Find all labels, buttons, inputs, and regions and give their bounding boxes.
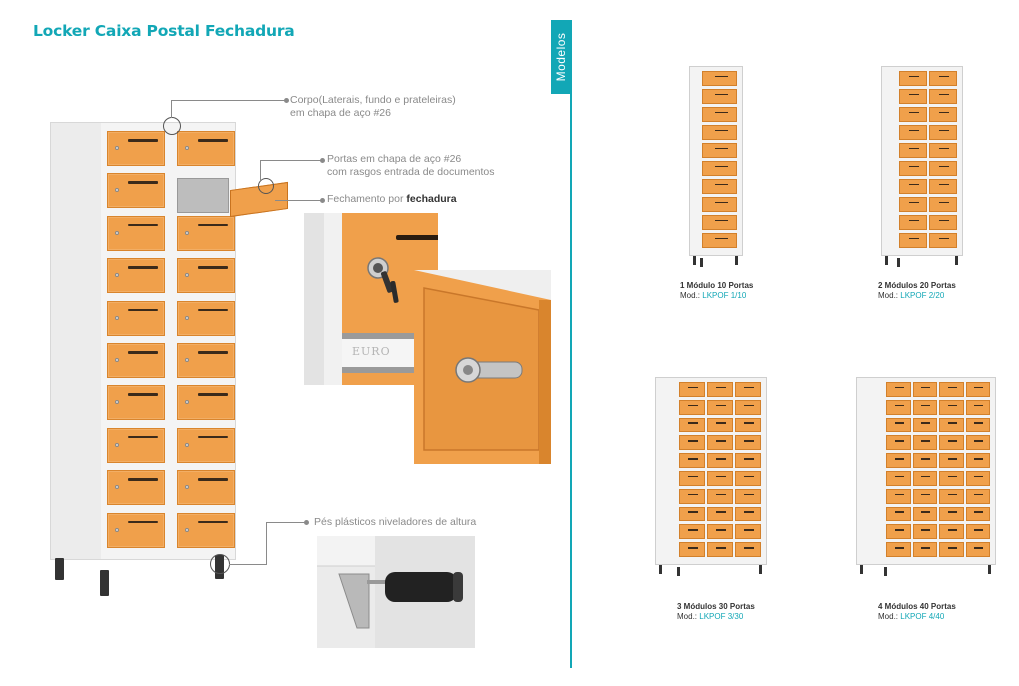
model-caption-1: 1 Módulo 10 Portas Mod.: LKPOF 1/10 xyxy=(680,281,754,300)
model-door xyxy=(735,471,761,486)
model-door xyxy=(679,524,705,539)
fechamento-callout: Fechamento por fechadura xyxy=(327,193,457,205)
model-door xyxy=(939,471,964,486)
leveling-feet-photo xyxy=(317,536,475,648)
locker-leg xyxy=(100,570,109,596)
model-door xyxy=(929,89,957,104)
locker-door xyxy=(177,385,235,420)
model-door xyxy=(966,400,991,415)
locker-door xyxy=(107,301,165,336)
locker-door xyxy=(177,343,235,378)
model-door xyxy=(707,400,733,415)
model-door xyxy=(735,524,761,539)
model-door xyxy=(886,471,911,486)
model-door xyxy=(929,71,957,86)
pes-callout: Pés plásticos niveladores de altura xyxy=(314,516,477,528)
model-door xyxy=(899,71,927,86)
locker-door xyxy=(107,343,165,378)
corpo-callout-ring xyxy=(163,117,181,135)
locker-door xyxy=(177,301,235,336)
model-door xyxy=(899,197,927,212)
locker-leg xyxy=(55,558,64,580)
model-door xyxy=(929,143,957,158)
model-door xyxy=(886,524,911,539)
model-door xyxy=(707,453,733,468)
model-leg xyxy=(759,565,762,574)
model-door xyxy=(702,233,737,248)
model-door xyxy=(939,542,964,557)
model-door xyxy=(702,107,737,122)
page-title: Locker Caixa Postal Fechadura xyxy=(33,22,295,40)
model-caption-4: 4 Módulos 40 Portas Mod.: LKPOF 4/40 xyxy=(878,602,956,621)
model-leg xyxy=(884,567,887,576)
model-leg xyxy=(677,567,680,576)
model-door xyxy=(939,507,964,522)
model-door xyxy=(939,524,964,539)
model-door xyxy=(913,542,938,557)
model-door xyxy=(929,179,957,194)
model-door xyxy=(886,435,911,450)
model-door xyxy=(913,418,938,433)
model-door xyxy=(929,107,957,122)
model-door xyxy=(913,524,938,539)
model-door xyxy=(735,507,761,522)
model-door xyxy=(939,400,964,415)
model-leg xyxy=(735,256,738,265)
model-door xyxy=(966,507,991,522)
model-door xyxy=(886,453,911,468)
model-door xyxy=(679,542,705,557)
model-door xyxy=(966,524,991,539)
section-divider xyxy=(570,20,572,668)
model-door xyxy=(913,507,938,522)
model-door xyxy=(702,215,737,230)
model-door xyxy=(707,471,733,486)
model-door xyxy=(679,507,705,522)
locker-door xyxy=(107,513,165,548)
model-door xyxy=(702,89,737,104)
model-door xyxy=(939,489,964,504)
model-leg xyxy=(988,565,991,574)
model-door xyxy=(899,89,927,104)
model-caption-3: 3 Módulos 30 Portas Mod.: LKPOF 3/30 xyxy=(677,602,755,621)
model-door xyxy=(679,489,705,504)
model-leg xyxy=(885,256,888,265)
model-door xyxy=(702,179,737,194)
model-door xyxy=(702,125,737,140)
locker-door xyxy=(107,131,165,166)
model-door xyxy=(886,400,911,415)
model-door xyxy=(899,233,927,248)
model-door xyxy=(929,125,957,140)
locker-door xyxy=(107,173,165,208)
model-door xyxy=(679,382,705,397)
model-door xyxy=(899,107,927,122)
locker-door xyxy=(107,470,165,505)
model-door xyxy=(913,471,938,486)
model-door xyxy=(707,382,733,397)
model-door xyxy=(929,233,957,248)
model-door xyxy=(735,489,761,504)
locker-door xyxy=(107,385,165,420)
model-door xyxy=(966,471,991,486)
model-leg xyxy=(897,258,900,267)
locker-door xyxy=(107,258,165,293)
model-door xyxy=(966,489,991,504)
model-door xyxy=(913,400,938,415)
locker-door xyxy=(107,428,165,463)
model-door xyxy=(966,542,991,557)
model-door xyxy=(735,382,761,397)
model-door xyxy=(735,418,761,433)
model-door xyxy=(702,197,737,212)
model-door xyxy=(679,435,705,450)
model-door xyxy=(735,435,761,450)
model-door xyxy=(886,418,911,433)
model-leg xyxy=(700,258,703,267)
modelos-tab xyxy=(551,20,571,94)
locker-door xyxy=(177,131,235,166)
portas-callout: Portas em chapa de aço #26 com rasgos entrada de documentos xyxy=(327,153,495,178)
model-door xyxy=(939,435,964,450)
model-door xyxy=(899,125,927,140)
model-caption-2: 2 Módulos 20 Portas Mod.: LKPOF 2/20 xyxy=(878,281,956,300)
model-door xyxy=(886,507,911,522)
model-door xyxy=(913,453,938,468)
corpo-callout: Corpo(Laterais, fundo e prateleiras) em chapa de aço #26 xyxy=(290,94,456,119)
latch-detail-photo xyxy=(414,270,551,464)
model-door xyxy=(899,161,927,176)
brand-mark: EURO xyxy=(352,345,391,358)
locker-door xyxy=(177,216,235,251)
model-door xyxy=(899,215,927,230)
model-door xyxy=(707,542,733,557)
model-door xyxy=(966,435,991,450)
model-door xyxy=(702,71,737,86)
model-door xyxy=(707,418,733,433)
modelos-tab-label: Modelos xyxy=(554,32,568,82)
model-door xyxy=(679,471,705,486)
model-door xyxy=(735,542,761,557)
model-door xyxy=(966,453,991,468)
pes-callout-ring xyxy=(210,554,230,574)
locker-door xyxy=(177,470,235,505)
model-door xyxy=(886,382,911,397)
model-leg xyxy=(860,565,863,574)
model-leg xyxy=(693,256,696,265)
locker-door xyxy=(177,513,235,548)
model-door xyxy=(702,161,737,176)
model-door xyxy=(886,542,911,557)
model-door xyxy=(735,453,761,468)
model-door xyxy=(966,382,991,397)
model-door xyxy=(702,143,737,158)
model-leg xyxy=(659,565,662,574)
model-leg xyxy=(955,256,958,265)
model-door xyxy=(939,382,964,397)
model-door xyxy=(899,143,927,158)
model-door xyxy=(679,418,705,433)
portas-callout-ring xyxy=(258,178,274,194)
model-door xyxy=(929,197,957,212)
model-door xyxy=(707,435,733,450)
model-door xyxy=(966,418,991,433)
model-door xyxy=(886,489,911,504)
model-door xyxy=(939,453,964,468)
model-door xyxy=(929,161,957,176)
model-door xyxy=(939,418,964,433)
model-door xyxy=(913,435,938,450)
model-door xyxy=(929,215,957,230)
model-door xyxy=(707,524,733,539)
model-door xyxy=(707,507,733,522)
model-door xyxy=(679,400,705,415)
model-door xyxy=(679,453,705,468)
model-door xyxy=(899,179,927,194)
locker-door xyxy=(107,216,165,251)
model-door xyxy=(707,489,733,504)
model-door xyxy=(913,489,938,504)
locker-door xyxy=(177,428,235,463)
model-door xyxy=(735,400,761,415)
locker-door xyxy=(177,258,235,293)
open-locker-cell xyxy=(177,178,229,213)
model-door xyxy=(913,382,938,397)
